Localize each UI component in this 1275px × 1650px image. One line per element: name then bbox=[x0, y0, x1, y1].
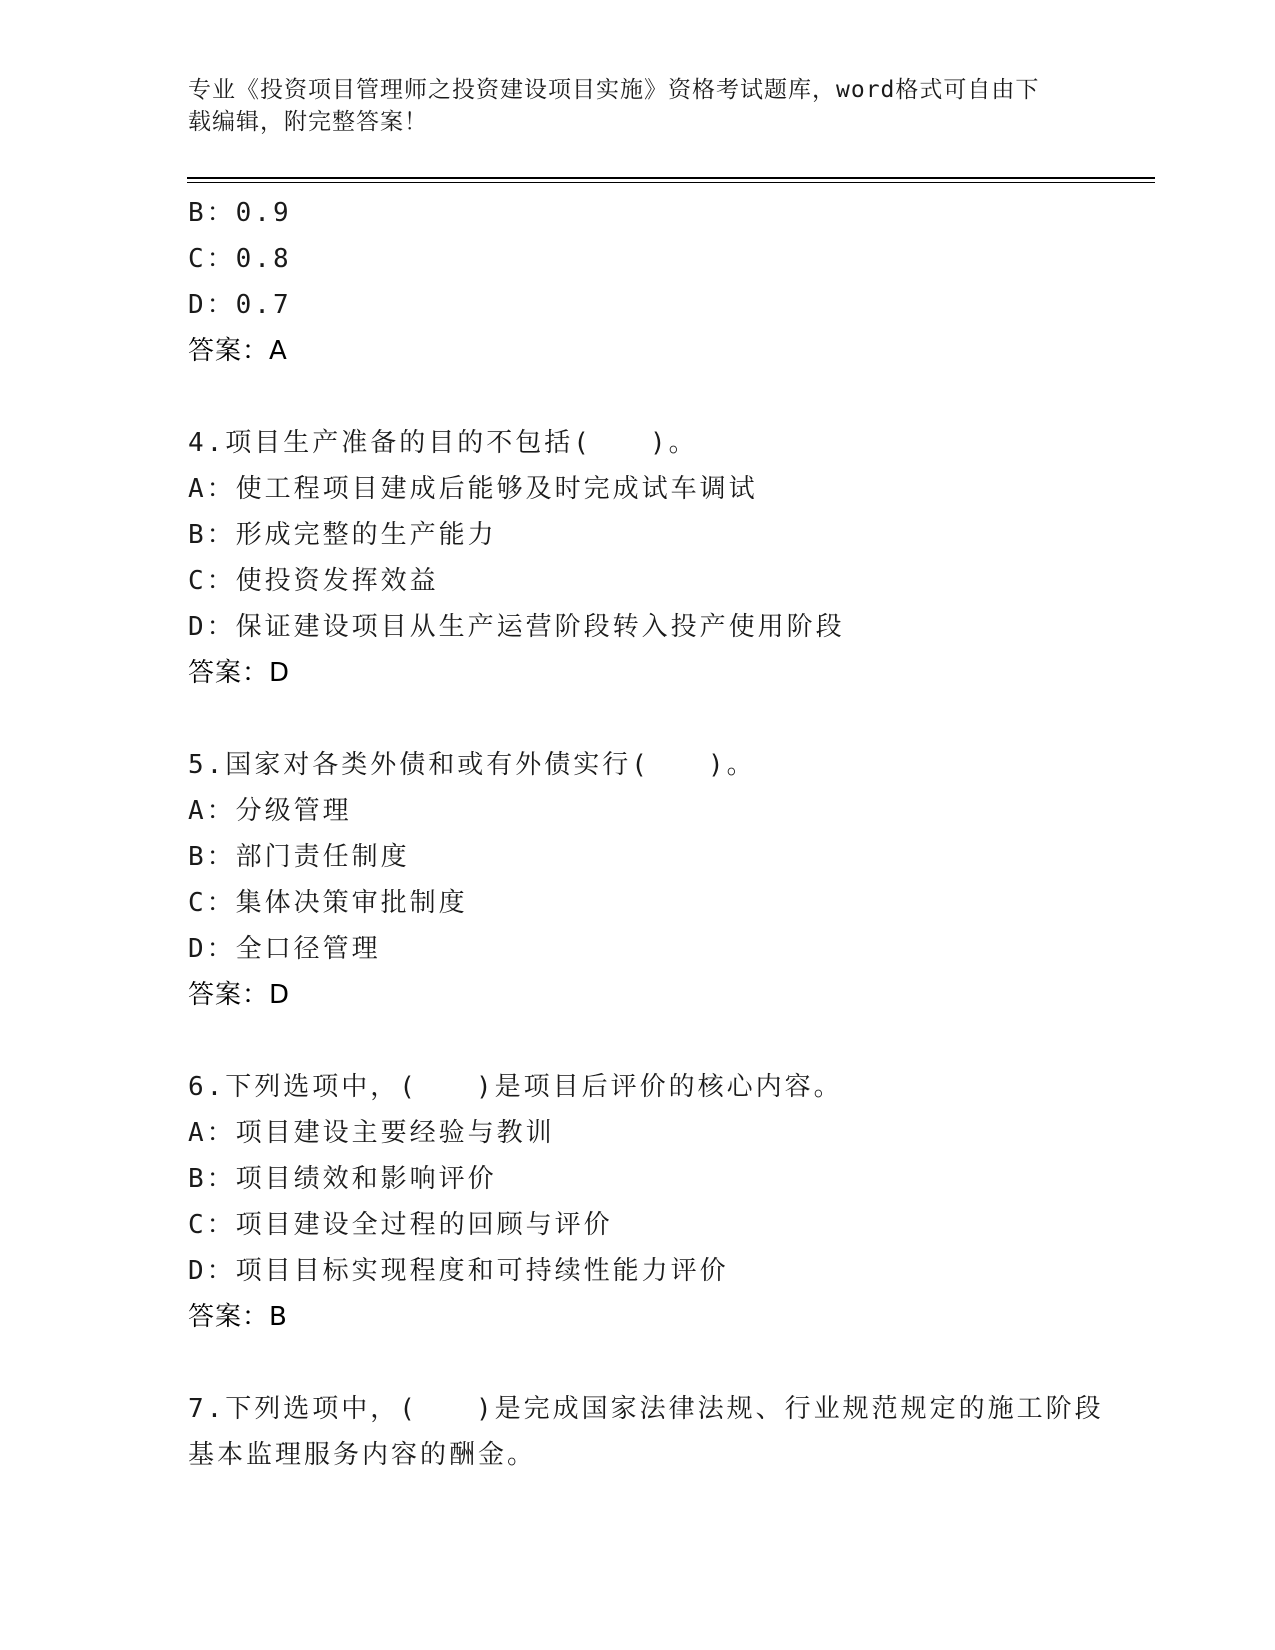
answer-line: 答案：B bbox=[188, 1302, 288, 1332]
option-c: C：0.8 bbox=[188, 244, 292, 274]
option-c: C：项目建设全过程的回顾与评价 bbox=[188, 1210, 613, 1240]
option-d: D：保证建设项目从生产运营阶段转入投产使用阶段 bbox=[188, 612, 845, 642]
document-header bbox=[188, 74, 1088, 138]
spacer bbox=[188, 1340, 1088, 1386]
header-rule-thick bbox=[187, 177, 1155, 179]
question-6 bbox=[188, 1064, 1088, 1340]
answer-line: 答案：A bbox=[188, 336, 288, 366]
prev-question-fragment bbox=[188, 190, 1088, 374]
question-stem: 5.国家对各类外债和或有外债实行( )。 bbox=[188, 750, 756, 780]
option-d: D：0.7 bbox=[188, 290, 292, 320]
header-line-1: 专业《投资项目管理师之投资建设项目实施》资格考试题库，word格式可自由下 bbox=[188, 77, 1040, 103]
question-stem: 4.项目生产准备的目的不包括( )。 bbox=[188, 428, 698, 458]
option-b: B：部门责任制度 bbox=[188, 842, 410, 872]
question-stem: 6.下列选项中，( )是项目后评价的核心内容。 bbox=[188, 1072, 843, 1102]
question-4 bbox=[188, 420, 1088, 696]
answer-line: 答案：D bbox=[188, 658, 291, 688]
spacer bbox=[188, 696, 1088, 742]
question-list bbox=[188, 190, 1104, 1478]
question-stem-line-2: 基本监理服务内容的酬金。 bbox=[188, 1440, 537, 1470]
option-d: D：全口径管理 bbox=[188, 934, 381, 964]
option-b: B：0.9 bbox=[188, 198, 292, 228]
option-c: C：使投资发挥效益 bbox=[188, 566, 439, 596]
spacer bbox=[188, 374, 1088, 420]
answer-line: 答案：D bbox=[188, 980, 291, 1010]
header-line-2: 载编辑，附完整答案！ bbox=[188, 109, 428, 135]
option-a: A：项目建设主要经验与教训 bbox=[188, 1118, 555, 1148]
option-a: A：使工程项目建成后能够及时完成试车调试 bbox=[188, 474, 758, 504]
question-5 bbox=[188, 742, 1088, 1018]
option-b: B：形成完整的生产能力 bbox=[188, 520, 497, 550]
option-b: B：项目绩效和影响评价 bbox=[188, 1164, 497, 1194]
option-c: C：集体决策审批制度 bbox=[188, 888, 468, 918]
spacer bbox=[188, 1018, 1088, 1064]
option-d: D：项目目标实现程度和可持续性能力评价 bbox=[188, 1256, 729, 1286]
header-rule-thin bbox=[187, 182, 1155, 183]
question-stem-line-1: 7.下列选项中，( )是完成国家法律法规、行业规范规定的施工阶段 bbox=[188, 1394, 1104, 1424]
question-7 bbox=[188, 1386, 1104, 1478]
option-a: A：分级管理 bbox=[188, 796, 352, 826]
